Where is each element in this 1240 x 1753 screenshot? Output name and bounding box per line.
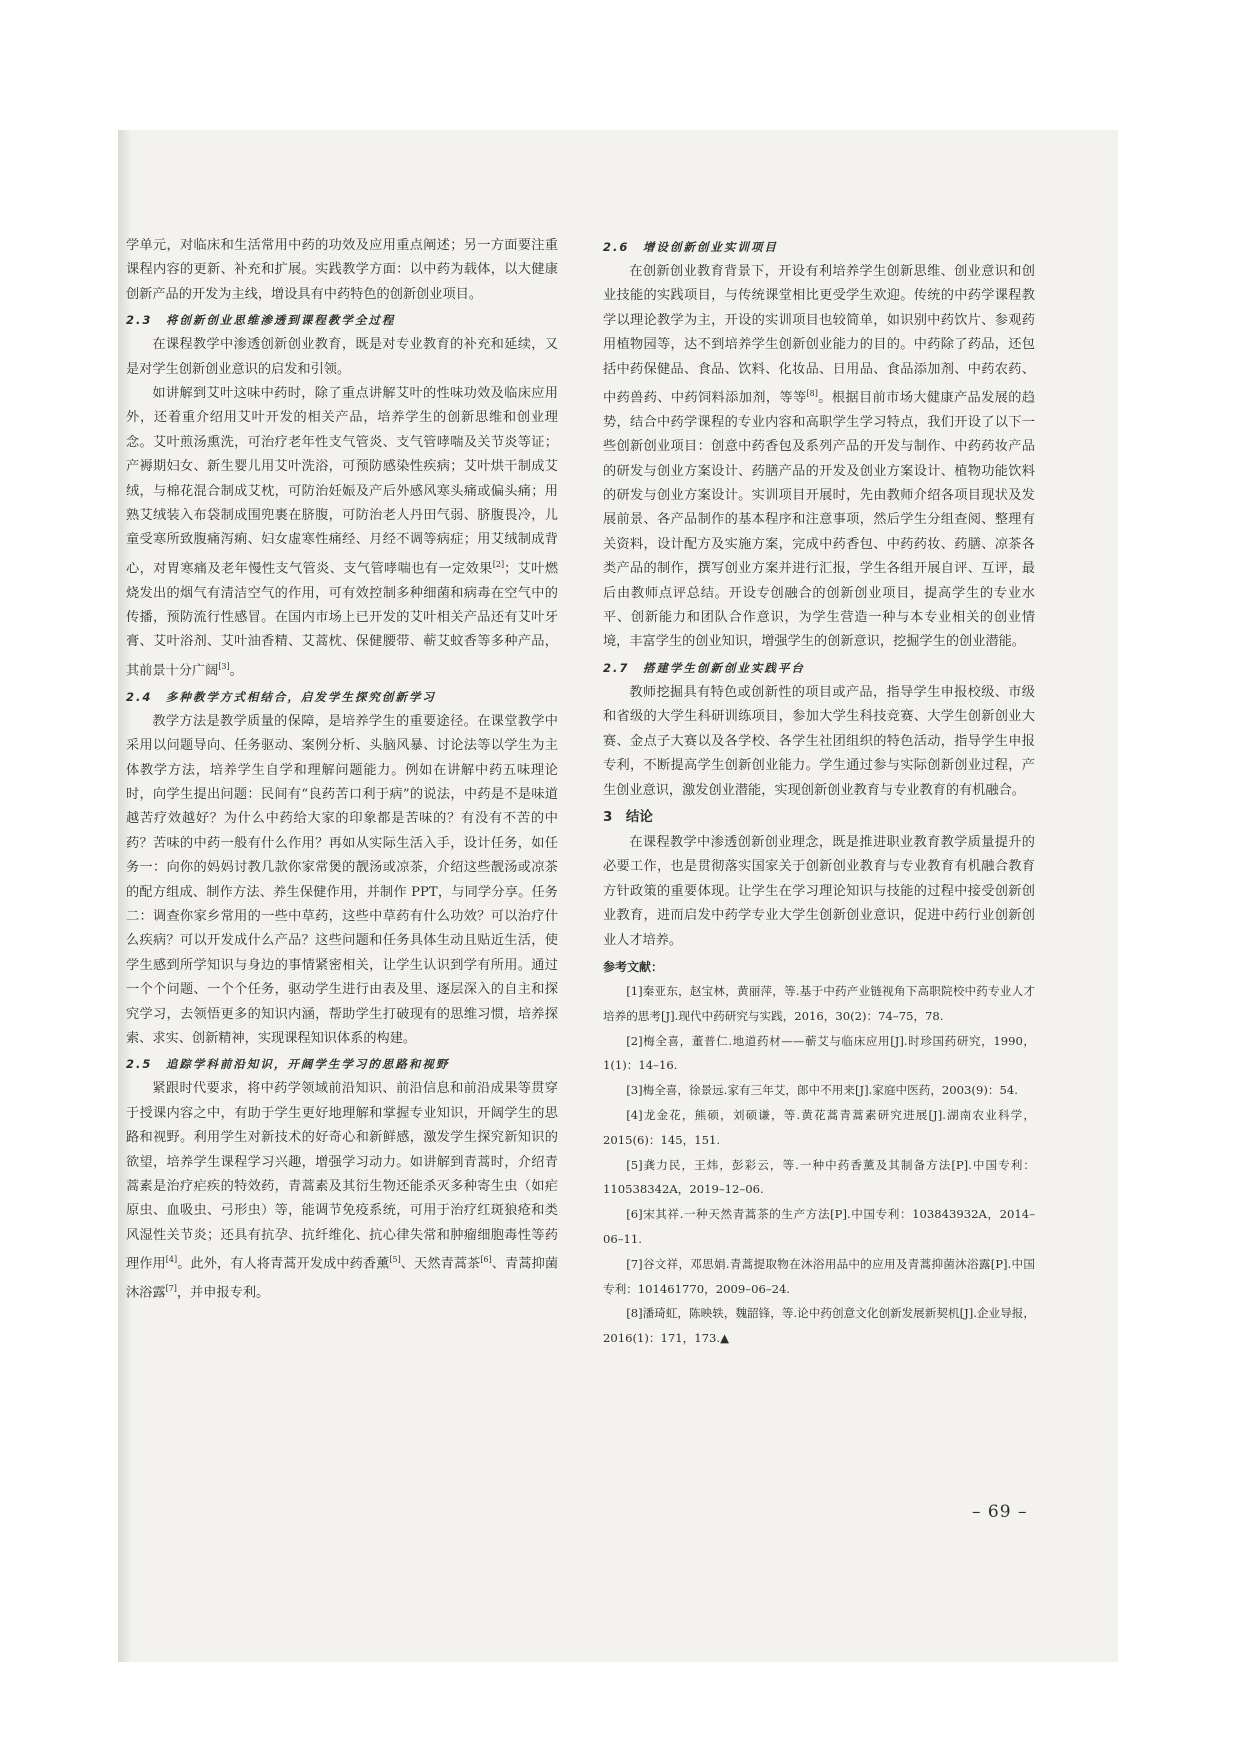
citation-marker: [8] <box>806 389 818 399</box>
reference-item: [1]秦亚东，赵宝林，黄丽萍，等.基于中药产业链视角下高职院校中药专业人才培养的思考[J].现代中药研究与实践，2016，30(2)：74–75，78. <box>603 983 1035 1023</box>
citation-marker: [7] <box>165 1284 177 1294</box>
body-paragraph: 教师挖掘具有特色或创新性的项目或产品，指导学生申报校级、市级和省级的大学生科研训练项目，参加大学生科技竞赛、大学生创新创业大赛、金点子大赛以及各学校、各学生社团组织的特色活动，指导学生申报专利，不断提高学生创新创业能力。学生通过参与实际创新创业过程，产生创业意识，激发创业潜能，实现创新创业教育与专业教育的有机融合。 <box>603 684 1035 798</box>
left-column <box>126 234 558 1306</box>
citation-marker: [5] <box>389 1255 401 1265</box>
reference-item: [6]宋其祥.一种天然青蒿茶的生产方法[P].中国专利：103843932A，2014–06–11. <box>603 1207 1035 1246</box>
body-paragraph: 如讲解到艾叶这味中药时，除了重点讲解艾叶的性味功效及临床应用外，还着重介绍用艾叶开发的相关产品，培养学生的创新思维和创业理念。艾叶煎汤熏洗，可治疗老年性支气管炎、支气管哮喘及关节炎等证；产褥期妇女、新生婴儿用艾叶洗浴，可预防感染性疾病；艾叶烘干制成艾绒，与棉花混合制成艾枕，可防治妊娠及产后外感风寒头痛或偏头痛；用熟艾绒装入布袋制成围兜裹在脐腹，可防治老人丹田气弱、脐腹畏冷，儿童受寒所致腹痛泻痢、妇女虚寒性痛经、月经不调等病症；用艾绒制成背心，对胃寒痛及老年慢性支气管炎、支气管哮喘也有一定效果[2]；艾叶燃烧发出的烟气有清洁空气的作用，可有效控制多种细菌和病毒在空气中的传播，预防流行性感冒。在国内市场上已开发的艾叶相关产品还有艾叶牙膏、艾叶浴剂、艾叶油香精、艾蒿枕、保健腰带、蕲艾蚊香等多种产品，其前景十分广阔[3]。 <box>126 386 559 679</box>
end-mark-icon: ▲ <box>720 1331 729 1346</box>
reference-item: [5]龚力民，王炜，彭彩云，等.一种中药香薰及其制备方法[P].中国专利：110538342A，2019–12–06. <box>603 1157 1035 1197</box>
citation-marker: [4] <box>165 1255 178 1265</box>
body-paragraph: 在课程教学中渗透创新创业教育，既是对专业教育的补充和延续，又是对学生创新创业意识的启发和引领。 <box>126 337 558 377</box>
reference-item: [7]谷文祥，邓思娟.青蒿提取物在沐浴用品中的应用及青蒿抑菌沐浴露[P].中国专利：101461770，2009–06–24. <box>603 1256 1035 1296</box>
reference-item: [3]梅全喜，徐景远.家有三年艾，郎中不用来[J].家庭中医药，2003(9)：54. <box>626 1083 1018 1098</box>
reference-item: [2]梅全喜，董普仁.地道药材——蕲艾与临床应用[J].时珍国药研究，1990，1(1)：14–16. <box>603 1033 1035 1073</box>
references-list <box>603 979 1035 1351</box>
body-paragraph: 学单元，对临床和生活常用中药的功效及应用重点阐述；另一方面要注重课程内容的更新、补充和扩展。实践教学方面：以中药为载体，以大健康创新产品的开发为主线，增设具有中药特色的创新创业项目。 <box>126 238 558 302</box>
section-heading: 2.4 多种教学方式相结合，启发学生探究创新学习 <box>126 689 436 704</box>
section-heading: 2.3 将创新创业思维渗透到课程教学全过程 <box>126 313 396 328</box>
citation-marker: [6] <box>480 1255 492 1265</box>
body-paragraph: 教学方法是教学质量的保障，是培养学生的重要途径。在课堂教学中采用以问题导向、任务驱动、案例分析、头脑风暴、讨论法等以学生为主体教学方法，培养学生自学和理解问题能力。例如在讲解中药五味理论时，向学生提出问题：民间有“良药苦口利于病”的说法，中药是不是味道越苦疗效越好？为什么中药给大家的印象都是苦味的？有没有不苦的中药？苦味的中药一般有什么作用？再如从实际生活入手，设计任务，如任务一：向你的妈妈讨教几款你家常煲的靓汤或凉茶，介绍这些靓汤或凉茶的配方组成、制作方法、养生保健作用，并制作 PPT，与同学分享。任务二：调查你家乡常用的一些中草药，这些中草药有什么功效？可以治疗什么疾病？可以开发成什么产品？这些问题和任务具体生动且贴近生活，使学生感到所学知识与身边的事情紧密相关，让学生认识到学有所用。通过一个个问题、一个个任务，驱动学生进行由表及里、逐层深入的自主和探究学习，去领悟更多的知识内涵，帮助学生打破现有的思维习惯，培养探索、求实、创新精神，实现课程知识体系的构建。 <box>126 713 558 1046</box>
main-section-heading: 3 结论 <box>603 808 653 825</box>
references-title: 参考文献： <box>603 959 664 974</box>
reference-item: [4]龙金花，熊硕，刘硕谦，等.黄花蒿青蒿素研究进展[J].湖南农业科学，2015(6)：145，151. <box>603 1107 1035 1147</box>
reference-item: [8]潘琦虹，陈映轶，魏韶锋，等.论中药创意文化创新发展新契机[J].企业导报，2016(1)：171，173.▲ <box>603 1306 1035 1346</box>
body-paragraph: 在创新创业教育背景下，开设有利培养学生创新思维、创业意识和创业技能的实践项目，与传统课堂相比更受学生欢迎。传统的中药学课程教学以理论教学为主，开设的实训项目也较简单，如识别中药饮片、参观药用植物园等，达不到培养学生创新创业能力的目的。中药除了药品，还包括中药保健品、食品、饮料、化妆品、日用品、食品添加剂、中药农药、中药兽药、中药饲料添加剂，等等[8]。根据目前市场大健康产品发展的趋势，结合中药学课程的专业内容和高职学生学习特点，我们开设了以下一些创新创业项目：创意中药香包及系列产品的开发与制作、中药药妆产品的研发与创业方案设计、药膳产品的开发及创业方案设计、植物功能饮料的研发与创业方案设计。实训项目开展时，先由教师介绍各项目现状及发展前景、各产品制作的基本程序和注意事项，然后学生分组查阅、整理有关资料，设计配方及实施方案，完成中药香包、中药药妆、药膳、凉茶各类产品的制作，撰写创业方案并进行汇报，学生各组开展自评、互评，最后由教师点评总结。开设专创融合的创新创业项目，提高学生的专业水平、创新能力和团队合作意识，为学生营造一种与本专业相关的创业情境，丰富学生的创业知识，增强学生的创新意识，挖掘学生的创业潜能。 <box>603 264 1036 650</box>
section-heading: 2.5 追踪学科前沿知识，开阔学生学习的思路和视野 <box>126 1057 450 1072</box>
page-number: – 69 – <box>972 1502 1028 1522</box>
citation-marker: [2] <box>492 559 505 569</box>
right-column-body <box>603 235 1035 953</box>
body-paragraph: 紧跟时代要求，将中药学领域前沿知识、前沿信息和前沿成果等贯穿于授课内容之中，有助于学生更好地理解和掌握专业知识，开阔学生的思路和视野。利用学生对新技术的好奇心和新鲜感，激发学生探究新知识的欲望，培养学生课程学习兴趣，增强学习动力。如讲解到青蒿时，介绍青蒿素是治疗疟疾的特效药，青蒿素及其衍生物还能杀灭多种寄生虫（如疟原虫、血吸虫、弓形虫）等，能调节免疫系统，可用于治疗红斑狼疮和类风湿性关节炎；还具有抗孕、抗纤维化、抗心律失常和肿瘤细胞毒性等药理作用[4]。此外，有人将青蒿开发成中药香薰[5]、天然青蒿茶[6]、青蒿抑菌沐浴露[7]，并申报专利。 <box>126 1081 559 1301</box>
section-heading: 2.6 增设创新创业实训项目 <box>603 240 778 254</box>
section-heading: 2.7 搭建学生创新创业实践平台 <box>603 660 805 675</box>
right-column <box>603 234 1035 1351</box>
body-paragraph: 在课程教学中渗透创新创业理念，既是推进职业教育教学质量提升的必要工作，也是贯彻落实国家关于创新创业教育与专业教育有机融合教育方针政策的重要体现。让学生在学习理论知识与技能的过程中接受创新创业教育，进而启发中药学专业大学生创新创业意识，促进中药行业创新创业人才培养。 <box>603 834 1035 948</box>
citation-marker: [3] <box>218 661 230 671</box>
